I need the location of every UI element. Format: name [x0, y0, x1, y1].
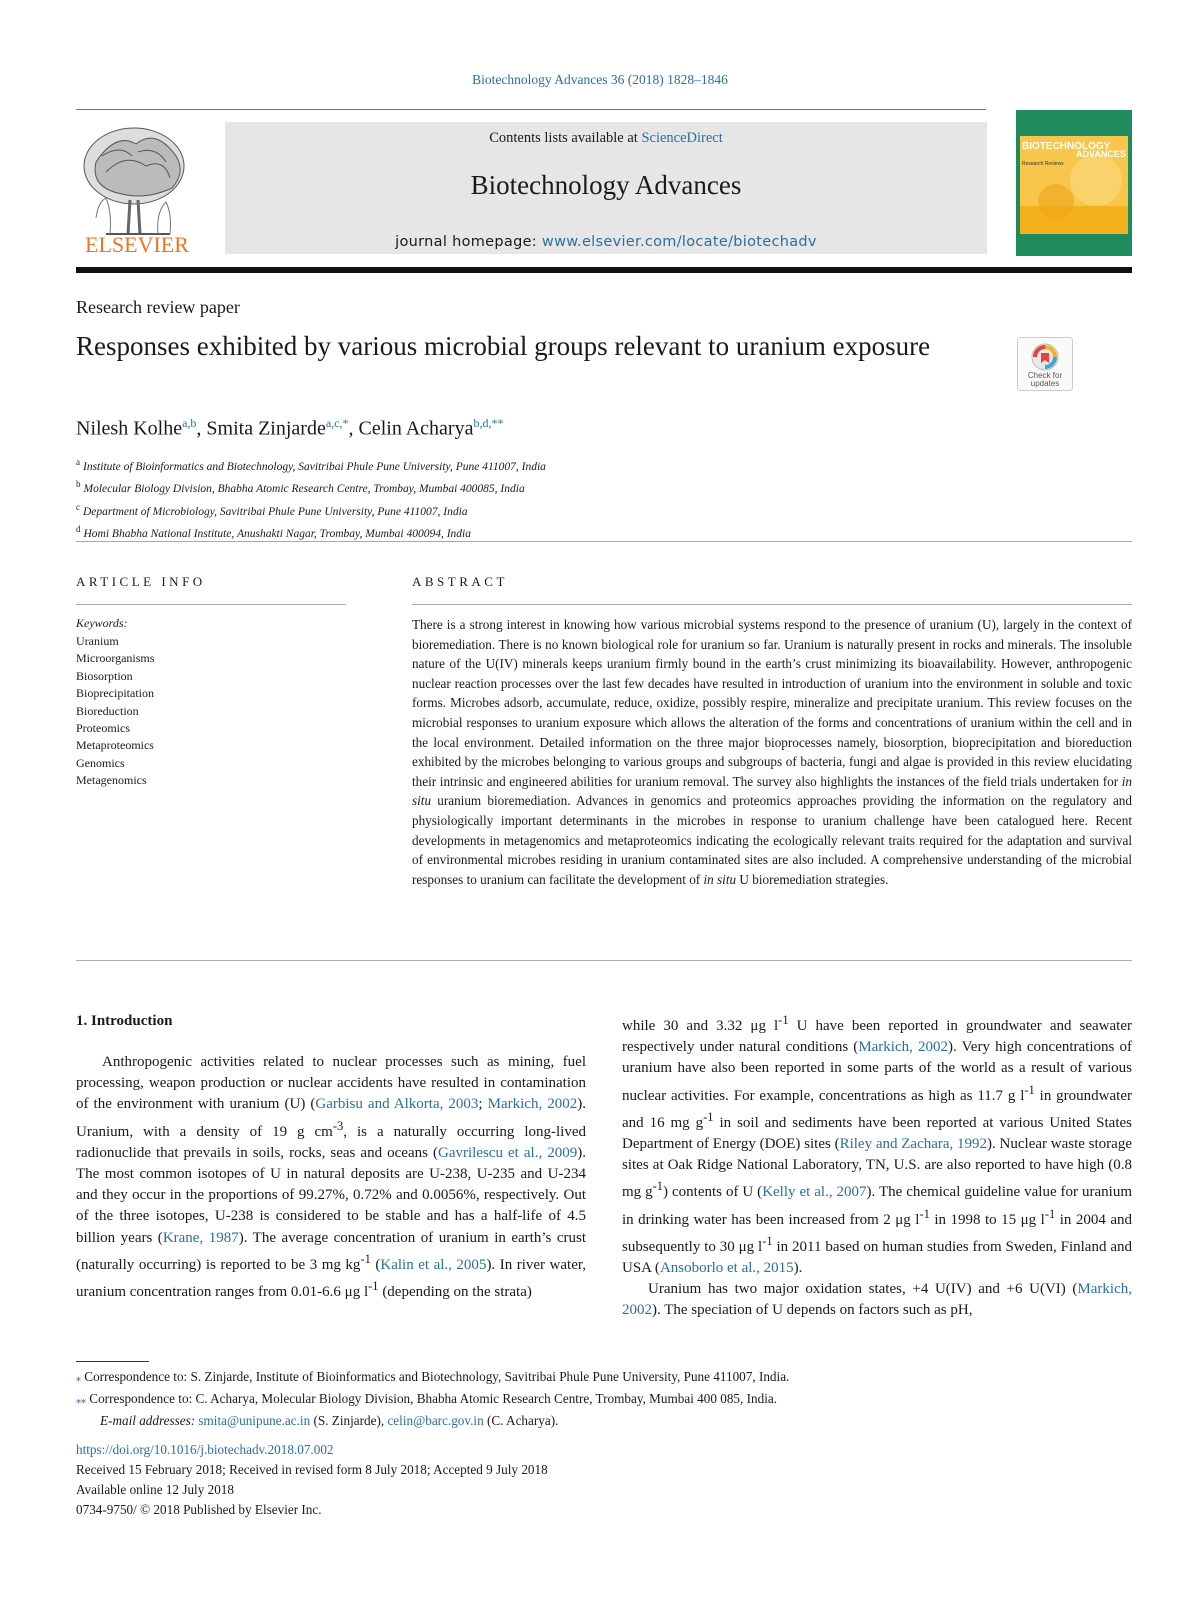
article-type: Research review paper	[76, 297, 240, 317]
keyword: Uranium	[76, 634, 119, 648]
body-column-left	[76, 1052, 586, 1303]
keyword: Genomics	[76, 755, 125, 770]
keywords-list	[76, 633, 154, 790]
correspondence-note: ⁎ Correspondence to: S. Zinjarde, Institute of Bioinformatics and Biotechnology, Savitribai Phule Pune University, Pune 411007, India.	[76, 1369, 790, 1384]
affiliation-label: c	[76, 501, 80, 512]
citation-link[interactable]: Markich, 2002	[487, 1096, 578, 1113]
author-list: Nilesh Kolhe$^{a,b}$, Smita Zinjarde$^{a,c,*}$, Celin Acharya$^{b,d,**}$	[76, 416, 504, 440]
keyword: Proteomics	[76, 721, 130, 736]
email-link[interactable]: celin@barc.gov.in	[387, 1413, 484, 1428]
journal-title: Biotechnology Advances	[470, 170, 742, 200]
homepage-prefix: journal homepage:	[395, 234, 542, 250]
citation-link[interactable]: Markich, 2002	[858, 1039, 949, 1056]
footnote-divider	[76, 1361, 149, 1362]
paragraph: Uranium has two major oxidation states, +4 U(IV) and +6 U(VI) (Markich, 2002). The speciation of U depends on factors such as pH,	[622, 1281, 1132, 1319]
doi-link[interactable]: https://doi.org/10.1016/j.biotechadv.2018.07.002	[76, 1442, 334, 1457]
header-thick-divider	[76, 267, 1132, 273]
elsevier-tree-icon	[76, 122, 198, 256]
dates: Received 15 February 2018; Received in revised form 8 July 2018; Accepted 9 July 2018	[76, 1462, 548, 1477]
affiliation-label: d	[76, 523, 81, 534]
contents-line	[225, 130, 987, 147]
affiliation-label: a	[76, 457, 80, 467]
cover-title-line2: ADVANCES	[1076, 149, 1126, 159]
contents-prefix: Contents lists available at	[489, 130, 642, 146]
author-name[interactable]: Celin Acharya	[358, 417, 474, 440]
check-for-updates-button[interactable]	[1017, 337, 1073, 391]
available-online: Available online 12 July 2018	[76, 1482, 234, 1497]
publication-info	[76, 1440, 548, 1520]
citation-link[interactable]: Riley and Zachara, 1992	[839, 1136, 988, 1153]
paragraph: Anthropogenic activities related to nuclear processes such as mining, fuel processing, weapon production or nuclear accidents have resulted in contamination of the environment with uranium (U) (Garbisu and Alkorta, 2003; Markich, 2002). Uranium, with a density of 19 g $cm^{-3}$, is a naturally occurring long-lived radionuclide that prevails in soils, rocks, seas and oceans (Gavrilescu et al., 2009). The most common isotopes of U in natural deposits are U-238, U-235 and U-234 and they occur in the proportions of 99.27%, 0.72% and 0.0056%, respectively. Out of the three isotopes, U-238 is considered to be stable and has a half-life of 4.5 billion years (Krane, 1987). The average concentration of uranium in earth’s crust (naturally occurring) is reported to be 3 mg $kg^{-1}$ (Kalin et al., 2005). In river water, uranium concentration ranges from 0.01-6.6 μg $l^{-1}$ (depending on the strata)	[76, 1054, 587, 1301]
affiliation	[76, 454, 546, 476]
keywords-label: Keywords:	[76, 616, 128, 630]
citation-link[interactable]: Markich, 2002	[622, 1281, 1132, 1319]
citation-link[interactable]: Gavrilescu et al., 2009	[437, 1144, 578, 1161]
elsevier-wordmark: ELSEVIER	[85, 232, 189, 256]
citation-link[interactable]: Ansoborlo et al., 2015	[659, 1260, 794, 1277]
keyword: Metaproteomics	[76, 738, 154, 753]
keyword: Biosorption	[76, 668, 133, 683]
check-updates-label: Check for updates	[1027, 371, 1063, 388]
affiliation-text: Institute of Bioinformatics and Biotechnology, Savitribai Phule Pune University, Pune 411007, India	[83, 460, 546, 473]
top-divider	[76, 109, 986, 110]
elsevier-logo	[76, 122, 198, 256]
email-link[interactable]: smita@unipune.ac.in	[198, 1413, 311, 1428]
divider	[76, 960, 1132, 961]
affiliation-text: Homi Bhabha National Institute, Anushakti Nagar, Trombay, Mumbai 400094, India	[83, 527, 471, 540]
article-title: Responses exhibited by various microbial groups relevant to uranium exposure	[76, 331, 931, 361]
citation-link[interactable]: Krane, 1987	[162, 1229, 239, 1246]
keyword: Bioreduction	[76, 703, 139, 718]
citation-link[interactable]: Garbisu and Alkorta, 2003	[315, 1096, 479, 1113]
keyword: Bioprecipitation	[76, 686, 154, 701]
divider	[76, 604, 346, 605]
footnotes	[76, 1367, 1132, 1431]
affiliation	[76, 521, 546, 543]
correspondence-note: ⁎⁎ Correspondence to: C. Acharya, Molecular Biology Division, Bhabha Atomic Research Centre, Trombay, Mumbai 400 085, India.	[76, 1391, 778, 1406]
affiliation	[76, 476, 546, 498]
affiliation-text: Department of Microbiology, Savitribai Phule Pune University, Pune 411007, India	[83, 505, 468, 518]
paragraph: while 30 and 3.32 μg $l^{-1}$ U have been reported in groundwater and seawater respectively under natural conditions (Markich, 2002). Very high concentrations of uranium have also been reported in some parts of the world as a result of various nuclear activities. For example, concentrations as high as 11.7 g $l^{-1}$ in groundwater and 16 mg $g^{-1}$ in soil and sediments have been reported at various United States Department of Energy (DOE) sites (Riley and Zachara, 1992). Nuclear waste storage sites at Oak Ridge National Laboratory, TN, U.S. are also reported to have high (0.8 mg $g^{-1}$) contents of U (Kelly et al., 2007). The chemical guideline value for uranium in drinking water has been increased from 2 μg $l^{-1}$ in 1998 to 15 μg $l^{-1}$ in 2004 and subsequently to 30 μg $l^{-1}$ in 2011 based on human studies from Sweden, Finland and USA (Ansoborlo et al., 2015).	[622, 1013, 1133, 1277]
affiliation-text: Molecular Biology Division, Bhabha Atomic Research Centre, Trombay, Mumbai 400085, India	[83, 483, 525, 496]
citation-link[interactable]: Kalin et al., 2005	[380, 1256, 487, 1273]
citation-link[interactable]: Kelly et al., 2007	[762, 1184, 867, 1201]
divider	[412, 604, 1132, 605]
abstract-text: There is a strong interest in knowing how various microbial systems respond to the presence of uranium (U), largely in the context of bioremediation. There is no known biological role for uranium so far. Uranium is naturally present in rocks and minerals. The insoluble nature of the U(IV) minerals keeps uranium firmly bound in the earth’s crust minimizing its bioavailability. However, anthropogenic nuclear reaction processes over the last few decades have resulted in introduction of uranium into the environment in soluble and toxic forms. Microbes adsorb, accumulate, reduce, oxidize, possibly respire, mineralize and precipitate uranium. This review focuses on the microbial responses to uranium exposure which allows the alteration of the forms and concentrations of uranium within the cell and in the local environment. Detailed information on the three major bioprocesses namely, biosorption, bioprecipitation and bioreduction exhibited by the microbes belonging to various groups and subgroups of bacteria, fungi and algae is provided in this review elucidating their intrinsic and engineered abilities for uranium removal. The survey also highlights the instances of the field trials undertaken for in situ uranium bioremediation. Advances in genomics and proteomics approaches providing the information on the regulatory and physiologically important determinants in the microbes in response to uranium challenge have been catalogued here. Recent developments in metagenomics and metaproteomics indicating the ecologically relevant traits required for the adaptation and survival of environmental microbes residing in uranium contaminated sites are also included. A comprehensive understanding of the microbial responses to uranium can facilitate the development of in situ U bioremediation strategies.	[412, 617, 1132, 887]
affiliations	[76, 454, 546, 543]
author-affil-marks[interactable]: a,c,*	[325, 416, 349, 430]
affiliation-label: b	[76, 479, 81, 490]
homepage-link[interactable]: www.elsevier.com/locate/biotechadv	[541, 234, 817, 250]
body-column-right	[622, 1010, 1132, 1322]
author-affil-marks[interactable]: b,d,**	[473, 416, 504, 430]
author-name[interactable]: Nilesh Kolhe	[76, 417, 183, 440]
cover-title-line1: BIOTECHNOLOGY	[1022, 141, 1111, 152]
author-name[interactable]: Smita Zinjarde	[206, 417, 326, 440]
journal-cover[interactable]	[1016, 110, 1132, 256]
copyright: 0734-9750/ © 2018 Published by Elsevier Inc.	[76, 1502, 322, 1517]
keyword: Metagenomics	[76, 773, 147, 788]
section-heading-introduction: 1. Introduction	[76, 1013, 173, 1029]
email-addresses: E-mail addresses: smita@unipune.ac.in (S. Zinjarde), celin@barc.gov.in (C. Acharya).	[100, 1413, 559, 1428]
cover-subtitle: Research Reviews	[1022, 161, 1064, 167]
divider	[76, 541, 1132, 542]
keyword: Microorganisms	[76, 651, 155, 666]
journal-header	[225, 122, 987, 254]
author-affil-marks[interactable]: a,b	[182, 416, 197, 430]
affiliation	[76, 499, 546, 521]
homepage-line	[225, 234, 987, 250]
abstract-heading: ABSTRACT	[412, 574, 508, 589]
sciencedirect-link[interactable]: ScienceDirect	[641, 130, 723, 146]
article-info-heading: ARTICLE INFO	[76, 574, 206, 589]
journal-reference[interactable]: Biotechnology Advances 36 (2018) 1828–1846	[472, 72, 728, 87]
